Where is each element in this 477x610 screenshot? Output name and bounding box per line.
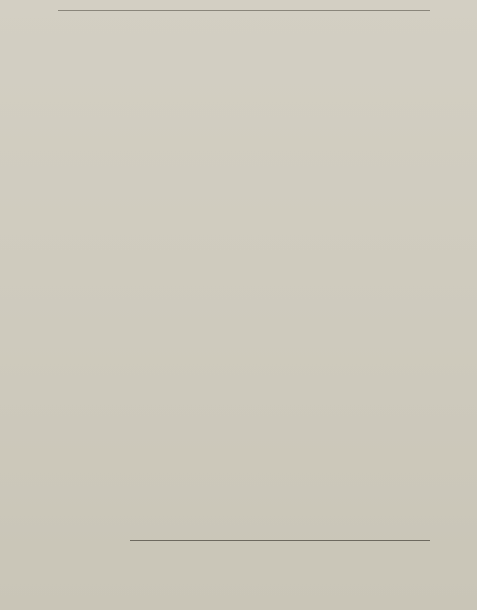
- verse-block: [58, 22, 430, 172]
- bottom-divider: [130, 540, 430, 541]
- document-body: [58, 16, 430, 182]
- top-divider: [58, 10, 430, 11]
